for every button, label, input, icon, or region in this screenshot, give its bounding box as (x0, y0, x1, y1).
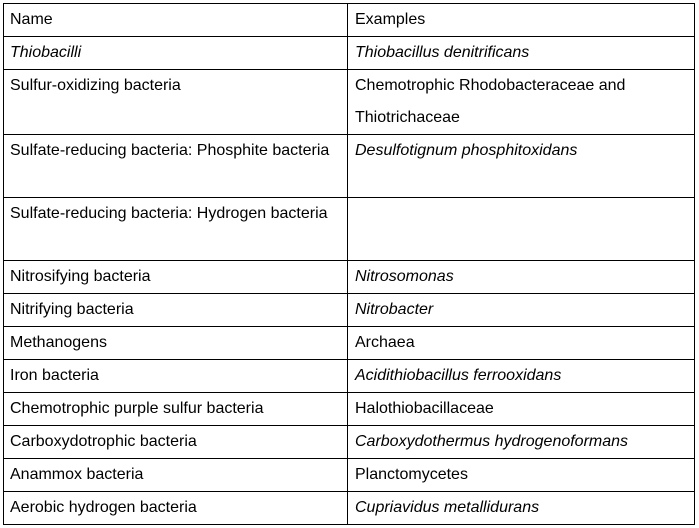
name-cell: Nitrosifying bacteria (4, 261, 348, 294)
example-cell: Nitrosomonas (348, 261, 695, 294)
example-cell: Cupriavidus metallidurans (348, 492, 695, 525)
header-examples: Examples (348, 4, 695, 37)
table-row (4, 393, 695, 426)
example-cell: Archaea (348, 327, 695, 360)
table-row (4, 37, 695, 70)
bacteria-table (3, 3, 695, 525)
table-row (4, 459, 695, 492)
name-cell: Iron bacteria (4, 360, 348, 393)
name-cell: Anammox bacteria (4, 459, 348, 492)
example-cell (348, 70, 695, 135)
name-cell: Methanogens (4, 327, 348, 360)
name-cell: Thiobacilli (4, 37, 348, 70)
table-row (4, 198, 695, 261)
name-cell: Sulfur-oxidizing bacteria (4, 70, 348, 135)
table-row (4, 294, 695, 327)
name-cell: Nitrifying bacteria (4, 294, 348, 327)
example-cell: Halothiobacillaceae (348, 393, 695, 426)
name-cell: Chemotrophic purple sulfur bacteria (4, 393, 348, 426)
table-row (4, 135, 695, 198)
name-text: Sulfate-reducing bacteria: Hydrogen bacteria (10, 205, 328, 222)
table-row (4, 426, 695, 459)
example-cell: Acidithiobacillus ferrooxidans (348, 360, 695, 393)
table-row (4, 327, 695, 360)
example-text: Chemotrophic Rhodobacteraceae and Thiotrichaceae (355, 77, 626, 126)
name-cell: Carboxydotrophic bacteria (4, 426, 348, 459)
example-cell (348, 198, 695, 261)
name-text: Sulfate-reducing bacteria: Phosphite bacteria (10, 142, 330, 159)
example-cell: Carboxydothermus hydrogenoformans (348, 426, 695, 459)
table-row (4, 360, 695, 393)
name-cell (4, 135, 348, 198)
example-cell: Desulfotignum phosphitoxidans (348, 135, 695, 198)
example-cell: Thiobacillus denitrificans (348, 37, 695, 70)
table-row (4, 70, 695, 135)
table-row (4, 261, 695, 294)
example-cell: Nitrobacter (348, 294, 695, 327)
header-name: Name (4, 4, 348, 37)
name-cell: Aerobic hydrogen bacteria (4, 492, 348, 525)
header-row (4, 4, 695, 37)
example-cell: Planctomycetes (348, 459, 695, 492)
name-cell (4, 198, 348, 261)
table-row (4, 492, 695, 525)
